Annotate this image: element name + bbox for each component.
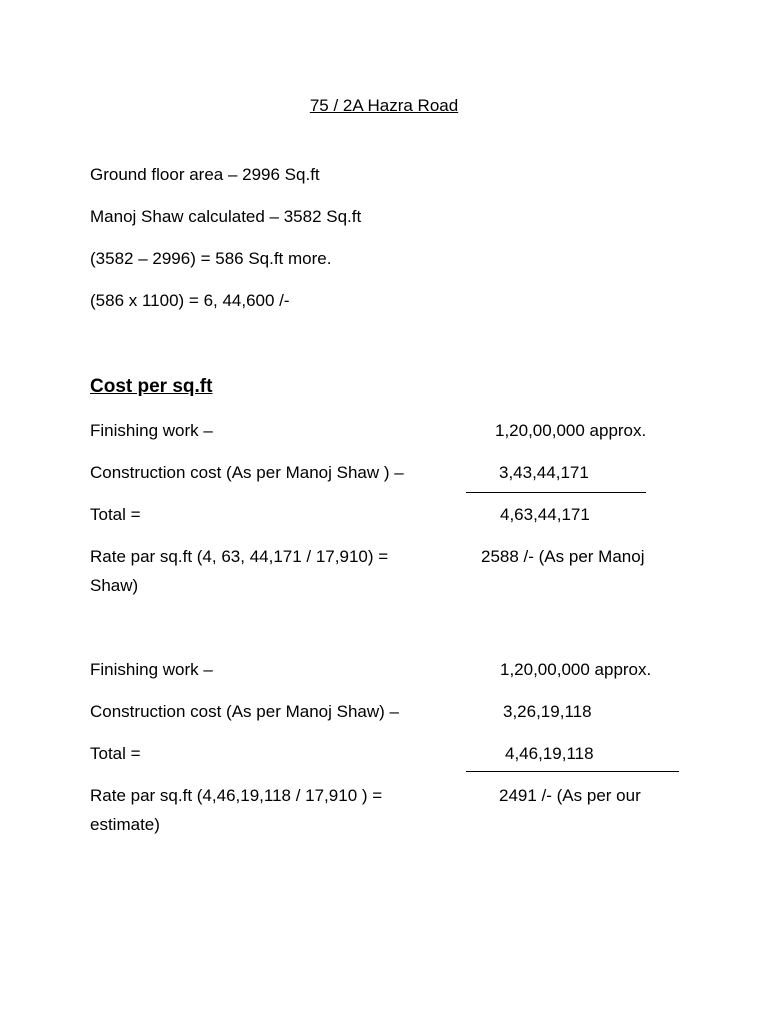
block1-finishing-value: 1,20,00,000 approx. [495,421,647,440]
block2-rate-continuation: estimate) [90,815,160,834]
block1-total-label: Total = [90,505,141,524]
difference-cost-line: (586 x 1100) = 6, 44,600 /- [90,291,290,310]
block1-sum-rule [466,492,646,493]
block2-construction-value: 3,26,19,118 [503,702,592,721]
block2-total-label: Total = [90,744,141,763]
block1-total-value: 4,63,44,171 [500,505,590,524]
block1-rate-value: 2588 /- (As per Manoj [481,547,645,566]
manoj-shaw-calculated-line: Manoj Shaw calculated – 3582 Sq.ft [90,207,362,226]
block1-rate-continuation: Shaw) [90,576,139,595]
block1-construction-value: 3,43,44,171 [499,463,589,482]
block2-rate-label: Rate par sq.ft (4,46,19,118 / 17,910 ) = [90,786,383,805]
block2-total-value: 4,46,19,118 [505,744,594,763]
block2-sum-rule [466,771,679,772]
block1-finishing-label: Finishing work – [90,421,213,440]
ground-floor-area-line: Ground floor area – 2996 Sq.ft [90,165,320,184]
block2-rate-value: 2491 /- (As per our [499,786,641,805]
block2-construction-label: Construction cost (As per Manoj Shaw) – [90,702,399,721]
block2-finishing-value: 1,20,00,000 approx. [500,660,652,679]
block1-construction-label: Construction cost (As per Manoj Shaw ) – [90,463,404,482]
area-difference-line: (3582 – 2996) = 586 Sq.ft more. [90,249,332,268]
block1-rate-label: Rate par sq.ft (4, 63, 44,171 / 17,910) = [90,547,389,566]
section-heading: Cost per sq.ft [90,376,213,397]
block2-finishing-label: Finishing work – [90,660,213,679]
document-title: 75 / 2A Hazra Road [309,96,459,115]
